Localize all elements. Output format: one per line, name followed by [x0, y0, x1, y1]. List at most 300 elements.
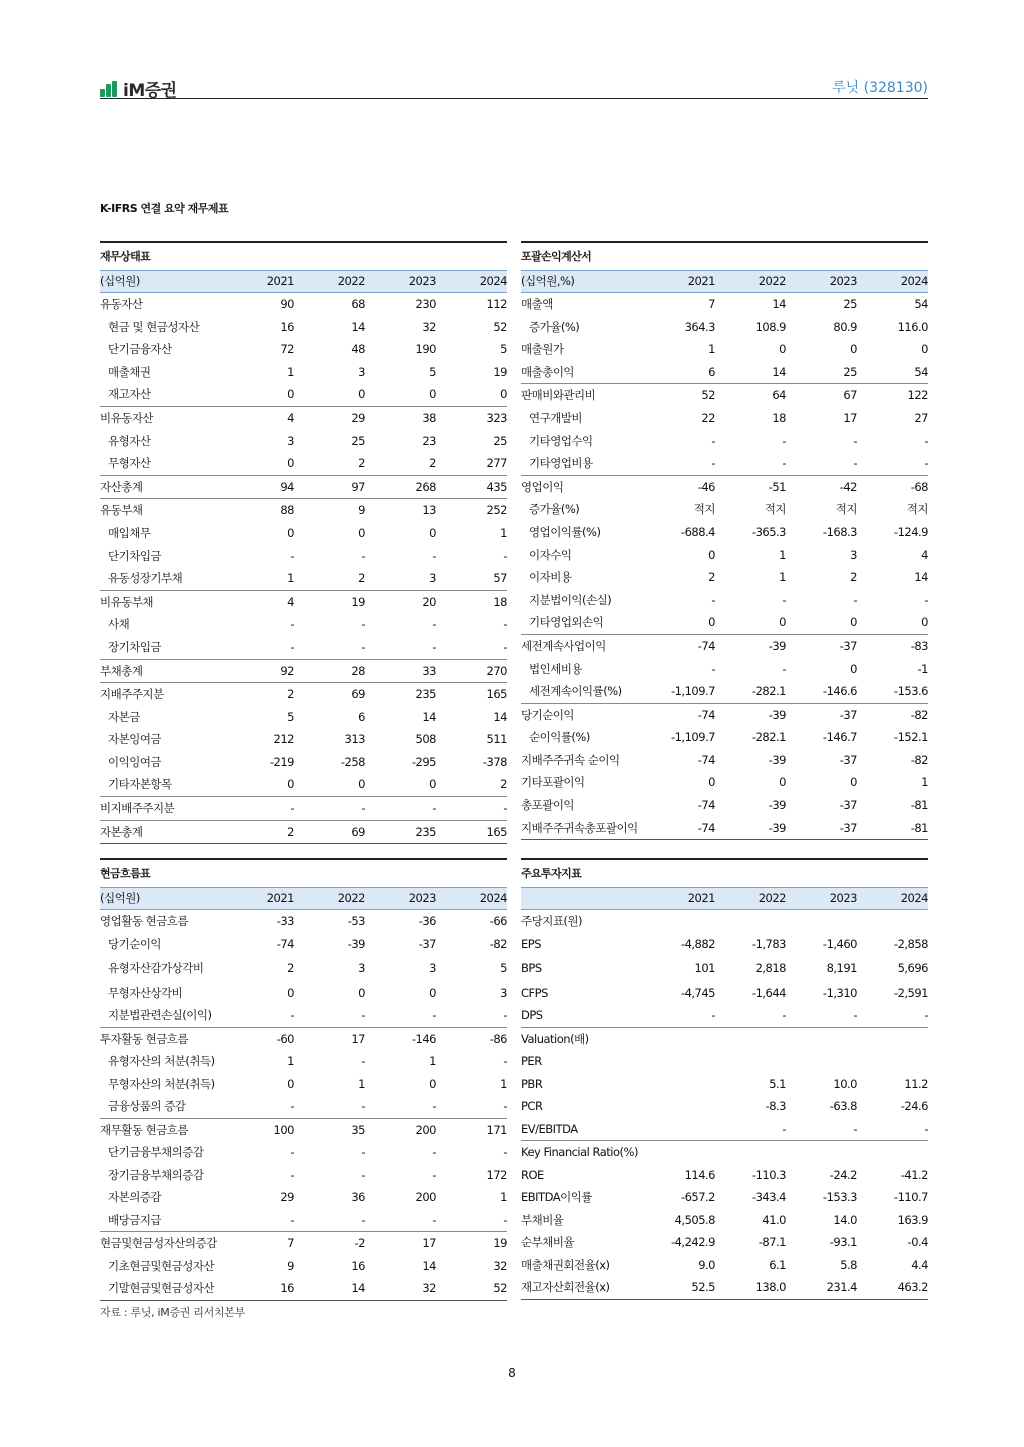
cell-value: 190	[415, 342, 436, 357]
cell-value: -33	[276, 914, 294, 928]
cell-value: 25	[843, 364, 857, 379]
table-body	[521, 293, 928, 839]
row-label: DPS	[521, 1008, 543, 1022]
table-row	[521, 361, 928, 384]
row-label: 증가율(%)	[529, 502, 580, 517]
cell-value: 171	[486, 1122, 507, 1137]
cell-value: 적지	[693, 502, 715, 517]
cell-value: 0	[429, 1076, 436, 1091]
cell-value: 235	[415, 824, 436, 839]
cell-value: 1	[500, 525, 507, 540]
table-row	[100, 361, 507, 384]
cell-value: 32	[422, 1281, 436, 1295]
cell-value: 6	[358, 709, 365, 724]
cell-value: 101	[694, 961, 715, 975]
cell-value: 4	[287, 410, 294, 425]
table-row	[521, 726, 928, 749]
cell-value: 0	[850, 342, 857, 357]
cell-value	[786, 910, 857, 933]
cell-value: -657.2	[680, 1190, 715, 1204]
row-label: Valuation(배)	[521, 1031, 589, 1046]
year-header: 2024	[900, 891, 928, 905]
cell-value: 0	[287, 456, 294, 471]
cell-value: 0	[287, 387, 294, 402]
cell-value: 27	[914, 410, 928, 425]
table-row	[521, 1164, 928, 1187]
cell-value: 3	[287, 433, 294, 448]
cell-value: 463.2	[897, 1280, 928, 1294]
cell-value: 52.5	[691, 1280, 715, 1294]
row-label: 기타영업외손익	[529, 615, 604, 630]
row-label: CFPS	[521, 985, 548, 1000]
cell-value: -68	[910, 479, 928, 494]
table-row	[521, 498, 928, 521]
cell-value	[644, 1073, 715, 1096]
row-label: 금융상품의 증감	[108, 1099, 186, 1113]
cell-value: -36	[418, 914, 436, 928]
cell-value: 14.0	[833, 1212, 857, 1227]
cell-value: 108.9	[755, 319, 786, 334]
cell-value: 33	[422, 663, 436, 678]
cell-value: 48	[351, 342, 365, 357]
cell-value: -258	[340, 754, 365, 769]
row-label: 배당금지급	[108, 1212, 162, 1227]
table-row	[521, 521, 928, 544]
table-row	[521, 1027, 928, 1051]
row-label: 순이익률(%)	[529, 730, 590, 745]
cell-value: -	[503, 617, 507, 632]
row-label: 투자활동 현금흐름	[100, 1031, 189, 1046]
cell-value: -2,858	[893, 936, 928, 951]
table-title: 현금흐름표	[100, 867, 151, 880]
cell-value: 9	[358, 503, 365, 518]
table-row	[521, 1231, 928, 1254]
row-label: 단기금융부채의증감	[108, 1145, 204, 1159]
cell-value	[715, 910, 786, 933]
cell-value: 3	[358, 364, 365, 379]
row-label: 세전계속이익률(%)	[529, 684, 622, 699]
cell-value: 277	[486, 456, 507, 471]
row-label: 연구개발비	[529, 410, 583, 425]
cell-value: -	[503, 548, 507, 563]
cell-value: -	[711, 592, 715, 607]
table-row	[100, 1095, 507, 1118]
cell-value: 8,191	[826, 961, 857, 975]
table-row	[100, 1164, 507, 1187]
row-label: 매출액	[521, 297, 553, 311]
cell-value: 2	[708, 570, 715, 585]
table-row	[521, 982, 928, 1005]
cell-value: 4.4	[911, 1257, 928, 1272]
cell-value	[644, 1050, 715, 1073]
cell-value: 5	[500, 961, 507, 975]
table-row	[521, 910, 928, 933]
cell-value: -	[924, 1008, 928, 1022]
cell-value: 32	[422, 319, 436, 334]
cell-value: 88	[280, 503, 294, 518]
year-header: 2021	[266, 891, 294, 905]
cell-value: 64	[772, 388, 786, 403]
cell-value: 14	[351, 1281, 365, 1295]
cell-value: -86	[489, 1031, 507, 1046]
cell-value: -	[361, 1167, 365, 1182]
cell-value: 7	[708, 297, 715, 311]
cell-value: 72	[280, 342, 294, 357]
table-row	[100, 1027, 507, 1051]
cell-value: 511	[486, 732, 507, 747]
cell-value: -	[711, 1008, 715, 1022]
cell-value: -1	[917, 661, 928, 676]
table-row	[521, 316, 928, 339]
row-label: 매출총이익	[521, 364, 575, 379]
cell-value: 14	[772, 297, 786, 311]
row-label: 이자수익	[529, 547, 572, 562]
cell-value: 2,818	[755, 961, 786, 975]
cell-value: -	[432, 639, 436, 654]
table-row	[100, 613, 507, 636]
company-name: 루닛 (328130)	[832, 80, 928, 96]
table-row	[100, 406, 507, 430]
row-label: 영업이익률(%)	[529, 524, 601, 539]
row-label: 유형자산감가상각비	[108, 961, 204, 975]
cell-value: -4,745	[680, 985, 715, 1000]
cell-value: -74	[276, 936, 294, 951]
table-row	[100, 1231, 507, 1255]
cash-flow-table	[100, 858, 507, 1301]
cell-value: -2	[354, 1236, 365, 1250]
cell-value: -1,783	[751, 936, 786, 951]
cell-value: 0	[287, 985, 294, 1000]
cell-value: 230	[415, 297, 436, 311]
cell-value: -	[503, 1008, 507, 1022]
row-label: EBITDA이익률	[521, 1190, 592, 1204]
table-body	[100, 910, 507, 1300]
cell-value: 138.0	[755, 1280, 786, 1294]
row-label: 매출채권	[108, 364, 151, 379]
cell-value: -	[432, 1008, 436, 1022]
row-label: 매출채권회전율(x)	[521, 1257, 610, 1272]
table-row	[521, 658, 928, 681]
cell-value: -	[361, 801, 365, 816]
unit-label	[521, 888, 644, 909]
cell-value: 적지	[764, 502, 786, 517]
row-label: 매입채무	[108, 525, 151, 540]
row-label: Key Financial Ratio(%)	[521, 1145, 638, 1159]
cell-value: -	[853, 1008, 857, 1022]
cell-value: 112	[486, 297, 507, 311]
table-row	[100, 955, 507, 982]
cell-value: -74	[697, 798, 715, 813]
table-header	[521, 887, 928, 910]
cell-value: 231.4	[826, 1280, 857, 1294]
cell-value: -	[361, 1145, 365, 1159]
cell-value: -365.3	[751, 524, 786, 539]
table-title: 포괄손익계산서	[521, 250, 592, 263]
cell-value: 0	[287, 1076, 294, 1091]
cell-value: -93.1	[829, 1235, 857, 1249]
table-row	[521, 293, 928, 316]
table-row	[100, 706, 507, 729]
table-header	[100, 887, 507, 910]
cell-value	[715, 1028, 786, 1051]
table-body	[100, 293, 507, 843]
year-header: 2023	[829, 274, 857, 288]
cell-value	[644, 1118, 715, 1141]
cell-value: -	[290, 617, 294, 632]
cell-value: 5	[287, 709, 294, 724]
cell-value: -81	[910, 820, 928, 835]
cell-value: -46	[697, 479, 715, 494]
cell-value: 0	[429, 777, 436, 792]
table-row	[521, 749, 928, 772]
table-row	[521, 383, 928, 407]
cell-value: 2	[429, 456, 436, 471]
table-header	[521, 270, 928, 293]
cell-value: 0	[429, 525, 436, 540]
row-label: 자산총계	[100, 479, 143, 494]
table-row	[100, 316, 507, 339]
table-row	[521, 1186, 928, 1209]
row-label: 부채비율	[521, 1212, 564, 1227]
table-row	[521, 1140, 928, 1164]
cell-value: 19	[493, 364, 507, 379]
cell-value: 5.8	[840, 1257, 857, 1272]
table-row	[100, 522, 507, 545]
cell-value: -39	[768, 638, 786, 653]
row-label: 지배주주귀속총포괄이익	[521, 820, 638, 835]
table-row	[100, 545, 507, 568]
table-row	[521, 817, 928, 840]
cell-value: -	[432, 1212, 436, 1227]
table-row	[521, 794, 928, 817]
unit-label: (십억원)	[100, 891, 140, 905]
cell-value: -282.1	[751, 684, 786, 699]
cell-value: 0	[850, 615, 857, 630]
table-row	[521, 933, 928, 956]
cell-value: 172	[486, 1167, 507, 1182]
row-label: 비지배주주지분	[100, 801, 175, 816]
cell-value: -	[361, 617, 365, 632]
row-label: 세전계속사업이익	[521, 638, 606, 653]
cell-value: 165	[486, 687, 507, 702]
row-label: 영업활동 현금흐름	[100, 914, 189, 928]
table-row	[100, 910, 507, 933]
cell-value: 16	[351, 1258, 365, 1273]
cell-value: -37	[839, 638, 857, 653]
cell-value: 3	[429, 571, 436, 586]
cell-value: 67	[843, 388, 857, 403]
row-label: 기타영업비용	[529, 456, 593, 471]
cell-value: 16	[280, 319, 294, 334]
cell-value: -37	[839, 752, 857, 767]
cell-value	[644, 1028, 715, 1051]
cell-value: 0	[429, 985, 436, 1000]
row-label: 재고자산	[108, 387, 151, 402]
row-label: 현금 및 현금성자산	[108, 319, 200, 334]
table-row	[100, 452, 507, 475]
row-label: 유형자산의 처분(취득)	[108, 1054, 215, 1068]
cell-value: -146	[411, 1031, 436, 1046]
year-header: 2021	[266, 274, 294, 288]
cell-value: 68	[351, 297, 365, 311]
cell-value: -124.9	[893, 524, 928, 539]
row-label: 기타포괄이익	[521, 775, 585, 790]
cell-value: -39	[768, 820, 786, 835]
cell-value: -1,460	[822, 936, 857, 951]
year-header: 2022	[758, 891, 786, 905]
cell-value: 36	[351, 1190, 365, 1204]
table-row	[521, 1209, 928, 1232]
row-label: 자본금	[108, 709, 140, 724]
cell-value: -	[782, 1121, 786, 1136]
row-label: 사채	[108, 617, 130, 632]
cell-value: 10.0	[833, 1076, 857, 1091]
cell-value: -63.8	[829, 1099, 857, 1113]
table-row	[100, 728, 507, 751]
cell-value: 54	[914, 297, 928, 311]
cell-value: 14	[914, 570, 928, 585]
table-header	[100, 270, 507, 293]
year-header: 2023	[408, 274, 436, 288]
brand-logo	[100, 76, 177, 101]
cell-value: 19	[493, 1236, 507, 1250]
cell-value: 0	[358, 387, 365, 402]
table-row	[100, 682, 507, 706]
row-label: 기타자본항목	[108, 777, 172, 792]
table-row	[100, 1186, 507, 1209]
cell-value: -	[361, 1054, 365, 1068]
cell-value	[857, 1028, 928, 1051]
cell-value: 508	[415, 732, 436, 747]
row-label: 기타영업수익	[529, 433, 593, 448]
cell-value: 100	[273, 1122, 294, 1137]
table-row	[100, 796, 507, 820]
cell-value: 28	[351, 663, 365, 678]
cell-value: -	[853, 592, 857, 607]
cell-value: -	[782, 433, 786, 448]
table-row	[100, 773, 507, 796]
cell-value: -37	[839, 707, 857, 722]
cell-value: 18	[772, 410, 786, 425]
cell-value: -153.3	[822, 1190, 857, 1204]
cell-value: 5.1	[769, 1076, 786, 1091]
cell-value: 92	[280, 663, 294, 678]
cell-value: 3	[850, 547, 857, 562]
cell-value: -24.2	[829, 1167, 857, 1182]
row-label: 장기차입금	[108, 639, 162, 654]
row-label: 자본총계	[100, 824, 143, 839]
cell-value: -	[503, 639, 507, 654]
page-number: 8	[508, 1366, 516, 1380]
cell-value: -81	[910, 798, 928, 813]
row-label: 비유동자산	[100, 410, 154, 425]
cell-value: 35	[351, 1122, 365, 1137]
row-label: 총포괄이익	[521, 798, 575, 813]
cell-value: 268	[415, 479, 436, 494]
row-label: 재무활동 현금흐름	[100, 1122, 189, 1137]
cell-value	[715, 1141, 786, 1164]
year-header: 2022	[758, 274, 786, 288]
cell-value	[644, 1095, 715, 1118]
row-label: EV/EBITDA	[521, 1121, 578, 1136]
cell-value: 97	[351, 479, 365, 494]
key-indicators-table	[521, 858, 928, 1300]
cell-value: 52	[701, 388, 715, 403]
row-label: 현금및현금성자산의증감	[100, 1236, 217, 1250]
cell-value: -1,644	[751, 985, 786, 1000]
table-body	[521, 910, 928, 1299]
brand-name: iM증권	[123, 81, 177, 101]
cell-value: -2,591	[893, 985, 928, 1000]
cell-value: -152.1	[893, 730, 928, 745]
row-label: PER	[521, 1054, 542, 1068]
cell-value: -4,242.9	[670, 1235, 715, 1249]
cell-value: 200	[415, 1190, 436, 1204]
cell-value: 200	[415, 1122, 436, 1137]
cell-value: -	[290, 801, 294, 816]
cell-value: 313	[344, 732, 365, 747]
cell-value: -	[711, 661, 715, 676]
cell-value: 6.1	[769, 1257, 786, 1272]
table-title: 재무상태표	[100, 250, 151, 263]
cell-value: -	[711, 433, 715, 448]
cell-value	[857, 1050, 928, 1073]
logo-mark-icon	[100, 81, 117, 97]
row-label: 무형자산	[108, 456, 151, 471]
row-label: 지배주주귀속 순이익	[521, 752, 620, 767]
cell-value: 2	[500, 777, 507, 792]
row-label: 당기순이익	[108, 936, 162, 951]
cell-value: 19	[351, 594, 365, 609]
row-label: 영업이익	[521, 479, 564, 494]
cell-value: -0.4	[907, 1235, 928, 1249]
cell-value: -74	[697, 638, 715, 653]
row-label: 주당지표(원)	[521, 914, 583, 928]
cell-value: 0	[779, 615, 786, 630]
cell-value: 3	[358, 961, 365, 975]
cell-value: 4	[287, 594, 294, 609]
cell-value: -	[361, 1212, 365, 1227]
cell-value: 7	[287, 1236, 294, 1250]
cell-value: 14	[493, 709, 507, 724]
cell-value: -282.1	[751, 730, 786, 745]
cell-value	[644, 1141, 715, 1164]
year-header: 2021	[687, 274, 715, 288]
cell-value: -60	[276, 1031, 294, 1046]
row-label: 기초현금및현금성자산	[108, 1258, 215, 1273]
year-header: 2024	[900, 274, 928, 288]
row-label: 순부채비율	[521, 1235, 575, 1249]
cell-value: -	[503, 1054, 507, 1068]
row-label: EPS	[521, 936, 542, 951]
table-row	[521, 680, 928, 703]
row-label: ROE	[521, 1167, 544, 1182]
row-label: 기말현금및현금성자산	[108, 1281, 215, 1295]
cell-value: 0	[779, 775, 786, 790]
cell-value	[857, 910, 928, 933]
cell-value: 0	[921, 342, 928, 357]
year-header: 2023	[408, 891, 436, 905]
cell-value: 23	[422, 433, 436, 448]
cell-value: 0	[708, 775, 715, 790]
cell-value: 적지	[906, 502, 928, 517]
table-row	[100, 659, 507, 683]
cell-value: -82	[910, 707, 928, 722]
cell-value: 1	[779, 570, 786, 585]
cell-value: 1	[287, 1054, 294, 1068]
table-row	[100, 498, 507, 522]
cell-value: 90	[280, 297, 294, 311]
